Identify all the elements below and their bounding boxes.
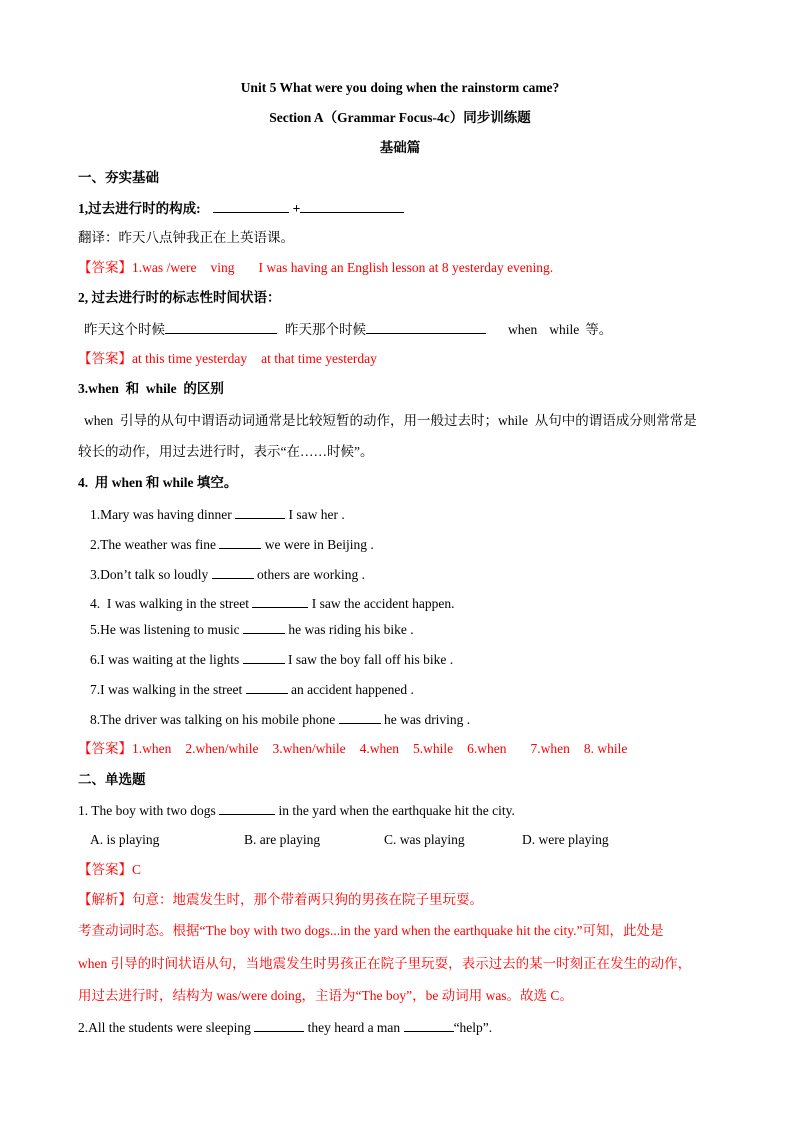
q4-answer [78, 740, 627, 758]
answer-item: 6.when [467, 741, 507, 756]
analysis-tag: 【解析】 [78, 892, 132, 907]
answer-part: ving [210, 260, 235, 275]
answer-blank[interactable] [366, 320, 486, 334]
item-text: others are working . [253, 567, 365, 582]
fill-item [90, 710, 470, 729]
option-a[interactable]: A. is playing [90, 832, 160, 847]
item-text: I saw her . [285, 507, 345, 522]
fill-item [90, 535, 374, 554]
mc1-answer [78, 861, 141, 879]
answer-blank[interactable] [213, 199, 289, 213]
item-text: I saw the accident happen. [308, 596, 455, 611]
option-b[interactable]: B. are playing [244, 832, 321, 847]
item-text: an accident happened . [287, 682, 414, 697]
question-text: 1. The boy with two dogs [78, 803, 220, 818]
document-title: Unit 5 What were you doing when the rainstorm came? [240, 80, 560, 95]
level-label: 基础篇 [379, 140, 421, 155]
answer-blank[interactable] [300, 199, 404, 213]
question-text: in the yard when the earthquake hit the city. [275, 803, 515, 818]
question-text: they heard a man [304, 1020, 404, 1035]
item-text: 4. I was walking in the street [90, 596, 253, 611]
option-c[interactable]: C. was playing [384, 832, 465, 847]
fill-item [90, 594, 455, 613]
item-text: he was driving . [380, 712, 471, 727]
item-text: 3.Don’t talk so loudly [90, 567, 212, 582]
answer-blank[interactable] [219, 535, 261, 549]
answer-tag: 【答案】 [78, 862, 132, 877]
question-text: 2.All the students were sleeping [78, 1020, 255, 1035]
answer-blank[interactable] [243, 650, 285, 664]
item-text: 1.Mary was having dinner [90, 507, 236, 522]
analysis-line-2: 考查动词时态。根据“The boy with two dogs...in the yard when the earthquake hit the city.”可知，此处是 [78, 923, 664, 938]
item-text: 6.I was waiting at the lights [90, 652, 243, 667]
fill-item [90, 650, 453, 669]
answer-item: 4.when [359, 741, 399, 756]
answer-item: 8. while [583, 741, 628, 756]
q1-answer [78, 259, 553, 277]
answer-item: 7.when [530, 741, 570, 756]
q2-text: 昨天这个时候 [84, 322, 165, 337]
mc-question-2 [78, 1018, 492, 1037]
answer-blank[interactable] [243, 620, 285, 634]
answer-blank[interactable] [252, 594, 308, 608]
plus-sign: + [292, 201, 301, 216]
answer-part: I was having an English lesson at 8 yesterday evening. [258, 260, 554, 275]
answer-tag: 【答案】 [78, 741, 132, 756]
answer-part: at that time yesterday [261, 351, 377, 366]
answer-part: at this time yesterday [132, 351, 248, 366]
q2-text: while [549, 322, 580, 337]
q2-line [84, 320, 612, 339]
item-text: I saw the boy fall off his bike . [284, 652, 454, 667]
mc-question-1 [78, 801, 515, 820]
document-subtitle: Section A（Grammar Focus-4c）同步训练题 [269, 110, 531, 125]
answer-part: 1.was /were [132, 260, 197, 275]
q3-text-line1: when 引导的从句中谓语动词通常是比较短暂的动作，用一般过去时；while 从句中的谓语成分则常常是 [84, 413, 697, 428]
q2-text: when [508, 322, 538, 337]
answer-tag: 【答案】 [78, 260, 132, 275]
item-text: 5.He was listening to music [90, 622, 243, 637]
answer-item: 1.when [132, 741, 172, 756]
q2-label: 2, 过去进行时的标志性时间状语： [78, 290, 281, 305]
section-heading-2: 二、单选题 [78, 772, 146, 787]
answer-blank[interactable] [165, 320, 277, 334]
answer-blank[interactable] [254, 1018, 304, 1032]
q1-translate: 翻译：昨天八点钟我正在上英语课。 [78, 230, 294, 245]
fill-item [90, 505, 345, 524]
section-heading-1: 一、夯实基础 [78, 170, 159, 185]
q1-line [78, 199, 404, 218]
fill-item [90, 620, 414, 639]
answer-tag: 【答案】 [78, 351, 132, 366]
q1-label: 1,过去进行时的构成: [78, 201, 201, 216]
answer-blank[interactable] [404, 1018, 454, 1032]
option-d[interactable]: D. were playing [522, 832, 609, 847]
analysis-line-3: when 引导的时间状语从句，当地震发生时男孩正在院子里玩耍，表示过去的某一时刻正在发生的动作， [78, 956, 692, 971]
answer-item: 3.when/while [272, 741, 346, 756]
q3-text-line2: 较长的动作，用过去进行时，表示“在……时候”。 [78, 444, 374, 459]
answer-blank[interactable] [246, 680, 288, 694]
q3-label: 3.when 和 while 的区别 [78, 381, 224, 396]
item-text: we were in Beijing . [261, 537, 374, 552]
item-text: 2.The weather was fine [90, 537, 220, 552]
answer-blank[interactable] [339, 710, 381, 724]
analysis-line-1 [78, 891, 483, 909]
analysis-line-4: 用过去进行时，结构为 was/were doing，主语为“The boy”，be 动词用 was。故选 C。 [78, 988, 573, 1003]
analysis-text: 句意：地震发生时，那个带着两只狗的男孩在院子里玩耍。 [132, 892, 483, 907]
item-text: he was riding his bike . [284, 622, 414, 637]
item-text: 7.I was walking in the street [90, 682, 246, 697]
item-text: 8.The driver was talking on his mobile phone [90, 712, 339, 727]
answer-value: C [132, 862, 142, 877]
fill-item [90, 565, 365, 584]
q2-answer [78, 350, 377, 368]
answer-blank[interactable] [219, 801, 275, 815]
q4-label: 4. 用 when 和 while 填空。 [78, 475, 238, 490]
q2-text: 昨天那个时候 [285, 322, 366, 337]
answer-blank[interactable] [212, 565, 254, 579]
q2-text: 等。 [585, 322, 613, 337]
question-text: “help”. [453, 1020, 493, 1035]
fill-item [90, 680, 414, 699]
answer-item: 5.while [413, 741, 454, 756]
answer-item: 2.when/while [185, 741, 259, 756]
answer-blank[interactable] [235, 505, 285, 519]
